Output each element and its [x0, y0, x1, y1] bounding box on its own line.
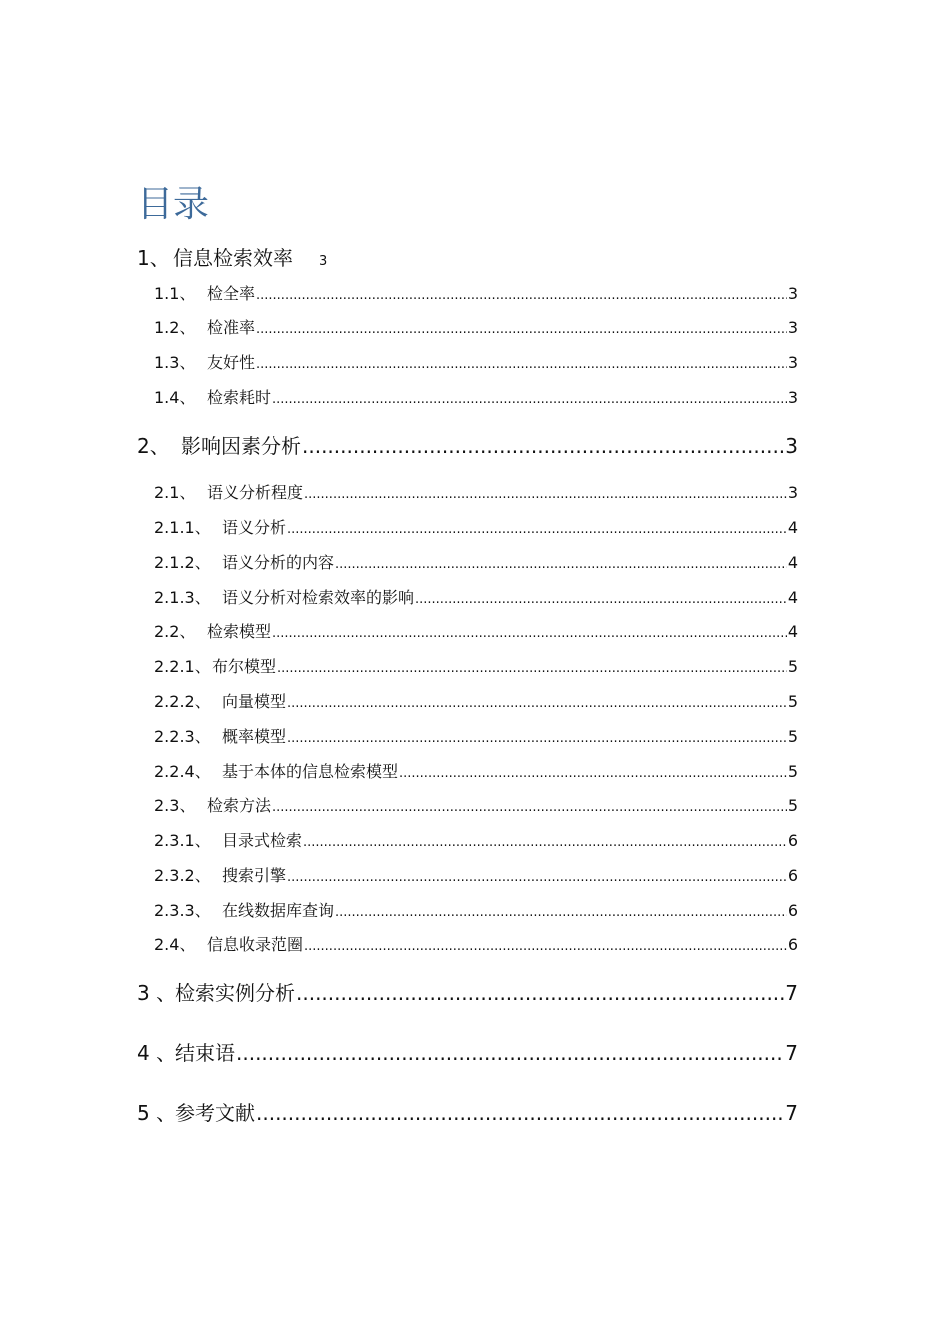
toc-entry[interactable] [137, 1039, 798, 1067]
dot-leader [304, 483, 787, 505]
toc-entry-label: 语义分析程度 [207, 483, 304, 502]
dot-leader [272, 388, 787, 410]
toc-entry-label: 向量模型 [222, 692, 287, 711]
dot-leader [256, 1099, 784, 1127]
toc-entry-label: 语义分析对检索效率的影响 [222, 588, 415, 607]
toc-entry[interactable] [137, 244, 327, 276]
toc-entry[interactable] [154, 620, 798, 644]
toc-entry-number: 5 、 [137, 1101, 177, 1125]
toc-entry-page: 7 [785, 1101, 798, 1125]
dot-leader [287, 866, 787, 888]
dot-leader [302, 432, 784, 460]
dot-leader [296, 979, 784, 1007]
toc-entry-page: 6 [787, 901, 798, 920]
toc-entry[interactable] [154, 282, 798, 306]
toc-entry-number: 1.2、 [154, 318, 196, 337]
toc-entry-label: 在线数据库查询 [222, 901, 335, 920]
toc-entry-page: 5 [787, 762, 798, 781]
toc-entry-label: 检准率 [207, 318, 256, 337]
toc-entry[interactable] [137, 979, 798, 1007]
toc-entry-page: 4 [787, 518, 798, 537]
dot-leader [287, 518, 787, 540]
toc-entry[interactable] [154, 551, 798, 575]
toc-entry[interactable] [154, 933, 798, 957]
toc-entry-label: 检索实例分析 [175, 981, 295, 1005]
toc-entry-number: 2.2、 [154, 622, 196, 641]
toc-entry[interactable] [154, 690, 798, 714]
toc-entry-label: 目录式检索 [222, 831, 303, 850]
dot-leader [415, 588, 787, 610]
toc-entry-number: 2.2.1、 [154, 657, 211, 676]
toc-entry-page: 3 [785, 434, 798, 458]
toc-entry-label: 检索模型 [207, 622, 272, 641]
toc-entry[interactable] [154, 829, 798, 853]
toc-entry-label: 友好性 [207, 353, 256, 372]
toc-entry[interactable] [154, 864, 798, 888]
toc-entry-label: 检索方法 [207, 796, 272, 815]
toc-entry[interactable] [154, 655, 798, 679]
toc-entry-page: 6 [787, 831, 798, 850]
dot-leader [236, 1039, 784, 1067]
toc-entry-label: 检索耗时 [207, 388, 272, 407]
toc-entry-number: 2.3.1、 [154, 831, 211, 850]
toc-entry-number: 2.2.4、 [154, 762, 211, 781]
dot-leader [287, 727, 787, 749]
toc-entry-number: 2.1.3、 [154, 588, 211, 607]
toc-entry-label: 检全率 [207, 284, 256, 303]
toc-entry-number: 1.1、 [154, 284, 196, 303]
dot-leader [256, 284, 787, 306]
toc-entry-label: 基于本体的信息检索模型 [222, 762, 399, 781]
dot-leader [304, 935, 787, 957]
toc-entry-page: 3 [787, 483, 798, 502]
toc-entry-label: 概率模型 [222, 727, 287, 746]
toc-entry[interactable] [154, 586, 798, 610]
toc-entry-label: 信息收录范圈 [207, 935, 304, 954]
toc-entry-number: 2.1.2、 [154, 553, 211, 572]
toc-entry-page: 6 [787, 866, 798, 885]
toc-entry-number: 2.3、 [154, 796, 196, 815]
toc-entry[interactable] [154, 760, 798, 784]
toc-entry[interactable] [137, 432, 798, 460]
toc-entry-page: 5 [787, 727, 798, 746]
toc-entry-page: 4 [787, 553, 798, 572]
dot-leader [335, 553, 787, 575]
dot-leader [335, 901, 787, 923]
dot-leader [256, 318, 787, 340]
toc-entry-page: 6 [787, 935, 798, 954]
dot-leader [287, 692, 787, 714]
dot-leader [303, 831, 787, 853]
toc-entry[interactable] [154, 481, 798, 505]
toc-entry-label: 信息检索效率 [173, 246, 293, 270]
toc-entry-label: 参考文献 [175, 1101, 255, 1125]
toc-entry-page: 7 [785, 981, 798, 1005]
toc-entry-number: 1、 [137, 246, 170, 270]
toc-entry-page: 7 [785, 1041, 798, 1065]
toc-entry[interactable] [154, 316, 798, 340]
toc-entry-label: 语义分析 [222, 518, 287, 537]
toc-entry-page: 3 [787, 284, 798, 303]
toc-entry-number: 2、 [137, 434, 170, 458]
toc-entry-label: 语义分析的内容 [222, 553, 335, 572]
toc-entry-number: 2.3.2、 [154, 866, 211, 885]
toc-entry-number: 2.4、 [154, 935, 196, 954]
toc-entry[interactable] [154, 386, 798, 410]
dot-leader [256, 353, 787, 375]
toc-entry-label: 布尔模型 [212, 657, 277, 676]
toc-entry[interactable] [154, 351, 798, 375]
toc-entry-page: 5 [787, 796, 798, 815]
dot-leader [272, 622, 787, 644]
toc-entry[interactable] [154, 725, 798, 749]
toc-entry-number: 2.1、 [154, 483, 196, 502]
toc-entry-number: 1.4、 [154, 388, 196, 407]
toc-entry[interactable] [154, 794, 798, 818]
toc-entry-page: 5 [787, 692, 798, 711]
toc-entry-page: 3 [319, 254, 328, 269]
toc-entry[interactable] [137, 1099, 798, 1127]
toc-entry-number: 2.1.1、 [154, 518, 211, 537]
toc-entry[interactable] [154, 899, 798, 923]
toc-entry-number: 3 、 [137, 981, 177, 1005]
toc-entry-number: 2.2.2、 [154, 692, 211, 711]
toc-entry-page: 4 [787, 588, 798, 607]
dot-leader [272, 796, 787, 818]
toc-entry-page: 3 [787, 388, 798, 407]
toc-entry-label: 搜索引擎 [222, 866, 287, 885]
toc-entry-number: 2.3.3、 [154, 901, 211, 920]
toc-entry-page: 4 [787, 622, 798, 641]
toc-title: 目录 [137, 184, 210, 225]
toc-entry-number: 2.2.3、 [154, 727, 211, 746]
dot-leader [399, 762, 787, 784]
toc-entry-number: 4 、 [137, 1041, 177, 1065]
toc-entry[interactable] [154, 516, 798, 540]
toc-entry-page: 5 [787, 657, 798, 676]
toc-entry-page: 3 [787, 353, 798, 372]
dot-leader [277, 657, 787, 679]
toc-entry-label: 结束语 [175, 1041, 235, 1065]
toc-entry-page: 3 [787, 318, 798, 337]
toc-entry-label: 影响因素分析 [181, 434, 301, 458]
toc-entry-number: 1.3、 [154, 353, 196, 372]
